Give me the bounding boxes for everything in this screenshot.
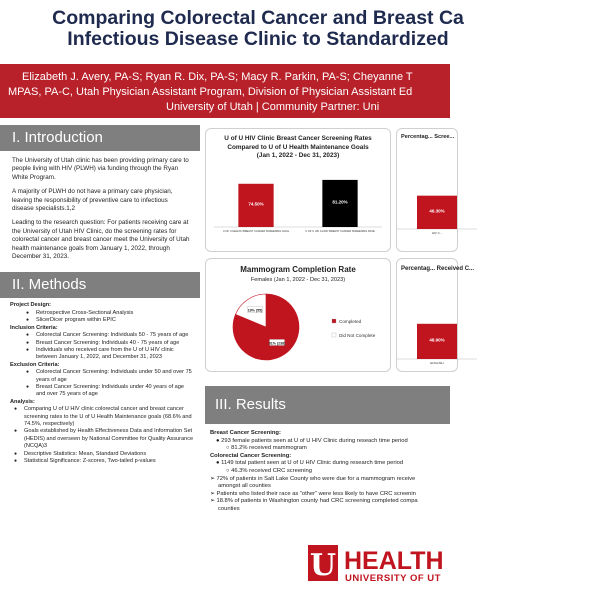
title-line-1: Comparing Colorectal Cancer and Breast Ca bbox=[52, 7, 464, 29]
inclusion-item: ● Individuals who received care from the U of U HIV clinic between January 1, 2022, and December 31, 2023 bbox=[10, 347, 194, 362]
results-heading: III. Results bbox=[205, 386, 450, 424]
chart-3-subtitle: Females (Jan 1, 2022 - Dec 31, 2023) bbox=[250, 277, 346, 283]
results-text: Patients who listed their race as “other” were less likely to have CRC screenin bbox=[216, 490, 416, 497]
logo-mark-letter: U bbox=[309, 548, 337, 583]
design-label: Project Design: bbox=[10, 302, 52, 309]
category-tick-label: HIV C... bbox=[431, 231, 443, 235]
results-text: 18.8% of patients in Washington county had CRC screening completed compa bbox=[216, 498, 418, 505]
analysis-item: ● Statistical Significance: Z-scores, Two-tailed p-values bbox=[10, 458, 194, 465]
legend-label: Did Not Complete bbox=[339, 333, 376, 338]
legend-swatch bbox=[332, 319, 336, 323]
chart-1-title-text: U of U HIV Clinic Breast Cancer Screening Rates Compared to U of U Health Maintenance Goals bbox=[224, 135, 372, 151]
exclusion-item: ● Breast Cancer Screening: Individuals under 40 years of age and over 75 years of age bbox=[10, 384, 194, 399]
results-text: 46.3% received CRC screening bbox=[231, 467, 312, 474]
category-tick-label: U OF U HEALTH BREAST CANCER SCREENING GOAL bbox=[222, 230, 290, 233]
results-subitem: ○ 81.2% received mammogram bbox=[226, 445, 307, 452]
results-text: 293 female patients seen at U of U HIV Clinic during reseach time period bbox=[221, 437, 408, 444]
mammogram-pie-card bbox=[205, 258, 391, 372]
design-item: ● Retrospective Cross-Sectional Analysis bbox=[10, 310, 194, 317]
title-line-2: Infectious Disease Clinic to Standardized bbox=[67, 28, 449, 50]
chart-1-svg bbox=[206, 129, 390, 251]
analysis-label: Analysis: bbox=[10, 398, 35, 405]
intro-paragraph-2: A majority of PLWH do not have a primary care physician, leaving the responsibility of preventive care to infectious disease specialists.1,2 bbox=[12, 188, 173, 213]
chart-3-svg bbox=[206, 259, 390, 371]
authors-line-2: MPAS, PA-C, Utah Physician Assistant Program, Division of Physician Assistant Ed bbox=[8, 86, 413, 98]
methods-body bbox=[0, 298, 200, 465]
results-body bbox=[210, 430, 450, 514]
design-item: ● SlicerDicer program within EPIC bbox=[10, 317, 194, 324]
authors-line-3: University of Utah | Community Partner: Uni bbox=[166, 101, 380, 113]
author-band bbox=[0, 64, 450, 118]
university-health-logo bbox=[308, 545, 458, 600]
pie-value-label: 19% (55) bbox=[247, 308, 263, 313]
left-column bbox=[0, 125, 200, 465]
bar-value-label: 81.20% bbox=[332, 199, 348, 205]
results-item: ● 1149 total patient seen at U of U HIV Clinic during research time period bbox=[216, 460, 404, 467]
analysis-item: ● Comparing U of U HIV clinic colorectal cancer and breast cancer screening rates to the U of U Health Maintenance goals (68.6% and 74.5%, respectively) bbox=[10, 406, 194, 428]
methods-heading: II. Methods bbox=[0, 272, 200, 298]
logo-word: HEALTH bbox=[344, 547, 444, 575]
chart-3-title: Mammogram Completion Rate bbox=[240, 265, 356, 274]
intro-paragraph-1: The University of Utah clinic has been providing primary care to people living with HIV (PLWH) via funding through the Ryan White Program. bbox=[12, 157, 189, 181]
results-note: ➢ 72% of patients in Salt Lake County who were due for a mammogram receive bbox=[210, 475, 416, 482]
pie-value-label: 81% (238) bbox=[268, 341, 286, 346]
results-note: ➢ Patients who listed their race as “other” were less likely to have CRC screenin bbox=[210, 490, 416, 497]
intro-paragraph-3: Leading to the research question: For patients receiving care at the University of Utah HIV Clinic, do the screening rates for colorectal cancer and breast cancer meet the University of Utah health maintenance goals from January 1, 2022, through December 31, 2023. bbox=[12, 219, 190, 261]
bar-value-label: 48.90% bbox=[429, 337, 445, 343]
introduction-heading: I. Introduction bbox=[0, 125, 200, 151]
chart-2-title: Percentag... Scree... bbox=[401, 134, 455, 140]
chart-4-title: Percentag... Received C... bbox=[401, 266, 475, 272]
u-block-logo-icon bbox=[308, 545, 458, 595]
results-note: ➢ 18.8% of patients in Washington county had CRC screening completed compa bbox=[210, 498, 418, 505]
results-item: ● 293 female patients seen at U of U HIV Clinic during reseach time period bbox=[216, 437, 408, 444]
inclusion-item: ● Colorectal Cancer Screening: Individuals 50 - 75 years of age bbox=[10, 332, 194, 339]
crc-by-language-chart-card bbox=[396, 258, 475, 372]
category-tick-label: U OF U HIV CLINIC BREAST CANCER SCREENING RATE bbox=[305, 230, 375, 233]
results-text: 1149 total patient seen at U of U HIV Clinic during research time period bbox=[221, 460, 404, 467]
introduction-body bbox=[0, 151, 200, 261]
authors-line-1: Elizabeth J. Avery, PA-S; Ryan R. Dix, PA-S; Macy R. Parkin, PA-S; Cheyanne T bbox=[22, 71, 413, 83]
results-note-cont: counties bbox=[218, 505, 240, 512]
colorectal-results-label: Colorectal Cancer Screening: bbox=[210, 452, 292, 459]
logo-subtext: UNIVERSITY OF UT bbox=[345, 573, 441, 584]
results-text: 81.2% received mammogram bbox=[231, 445, 307, 452]
breast-screening-chart-card bbox=[205, 128, 391, 252]
analysis-item: ● Goals established by Health Effectiveness Data and Information Set (HEDIS) and overseen by National Committee for Quality Assurance (NCQA)3 bbox=[10, 428, 194, 450]
bar-value-label: 74.50% bbox=[248, 201, 264, 207]
legend-swatch bbox=[332, 333, 336, 337]
exclusion-item: ● Colorectal Cancer Screening: Individuals under 50 and over 75 years of age bbox=[10, 369, 194, 384]
results-text: 72% of patients in Salt Lake County who were due for a mammogram receive bbox=[216, 475, 416, 482]
results-subitem: ○ 46.3% received CRC screening bbox=[226, 467, 312, 474]
chart-1-subtitle: (Jan 1, 2022 - Dec 31, 2023) bbox=[256, 152, 340, 159]
poster-title bbox=[0, 8, 608, 50]
category-tick-label: ENGLISH bbox=[430, 361, 444, 365]
crc-screening-chart-card bbox=[396, 128, 458, 252]
chart-4-svg bbox=[397, 259, 457, 371]
breast-results-label: Breast Cancer Screening: bbox=[210, 430, 281, 436]
results-note-cont: amongst all counties bbox=[218, 483, 271, 490]
legend-label: Completed bbox=[339, 319, 362, 324]
chart-2-svg bbox=[397, 129, 457, 251]
inclusion-label: Inclusion Criteria: bbox=[10, 324, 58, 331]
inclusion-item: ● Breast Cancer Screening: Individuals 40 - 75 years of age bbox=[10, 340, 194, 347]
exclusion-label: Exclusion Criteria: bbox=[10, 361, 60, 368]
bar-value-label: 46.30% bbox=[429, 208, 445, 214]
analysis-item: ● Descriptive Statistics: Mean, Standard Deviations bbox=[10, 451, 194, 458]
